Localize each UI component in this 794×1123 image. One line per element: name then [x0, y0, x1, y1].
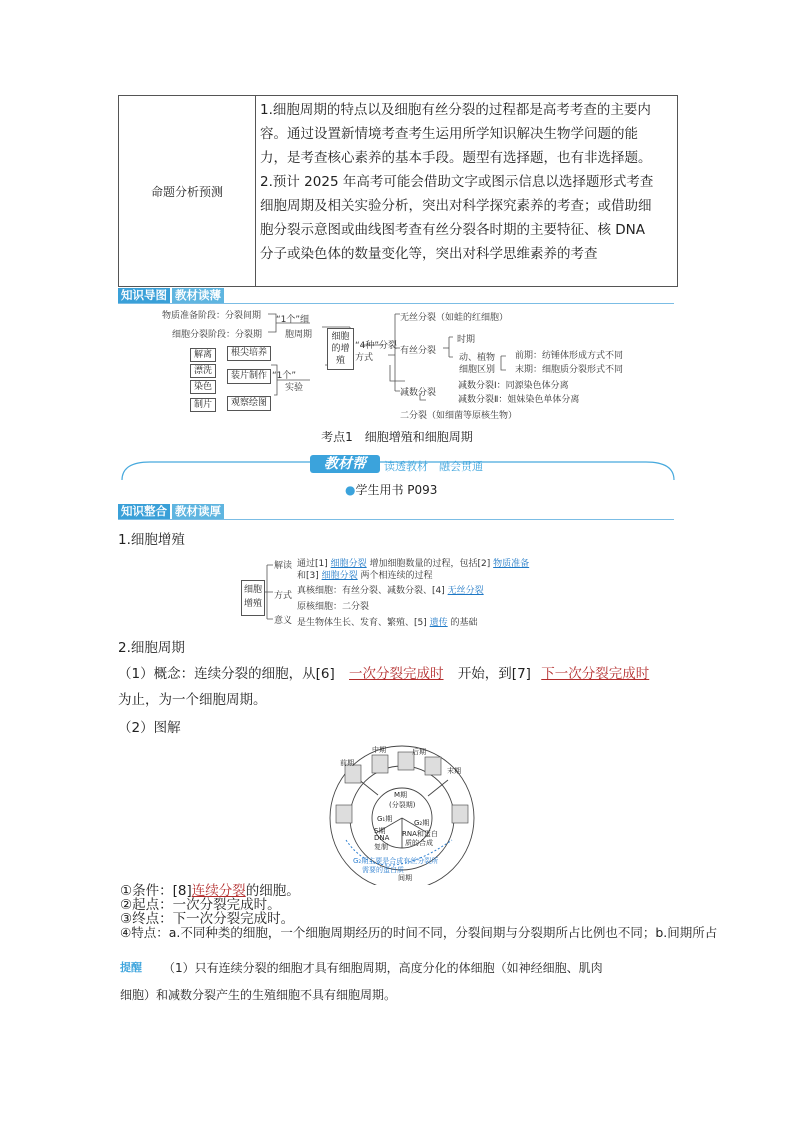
item-1 — [120, 884, 300, 898]
tag-main: 知识整合 — [118, 504, 170, 519]
tag-main: 知识导图 — [118, 288, 170, 303]
prolif-text: 通过[1] — [297, 559, 328, 569]
s-phase-2: DNA — [374, 834, 390, 842]
figure-title: （2）图解 — [118, 720, 181, 736]
table-line: 胞分裂示意图或曲线图考查有丝分裂各时期的主要特征、核 DNA — [260, 222, 646, 238]
ref-text: 学生用书 P093 — [355, 483, 438, 497]
map-right-2c: 细胞区别 — [459, 365, 496, 375]
map-one-cycle-2: 胞周期 — [285, 330, 313, 340]
prolif-text: 是生物体生长、发育、繁殖、[5] — [297, 618, 427, 628]
tag-sub: 教材读厚 — [172, 504, 224, 519]
section-tag-map — [118, 288, 224, 303]
map-right-3: 减数分裂 — [400, 388, 437, 398]
map-right-1: 无丝分裂（如蛙的红细胞） — [400, 313, 509, 323]
prolif-line-4: 原核细胞：二分裂 — [297, 602, 370, 612]
s-phase-3: 复制 — [374, 843, 388, 851]
item-text: 的细胞。 — [245, 883, 300, 899]
tip-line-1: （1）只有连续分裂的细胞才具有细胞周期，高度分化的体细胞（如神经细胞、肌肉 — [163, 961, 603, 975]
tag-sub: 教材读薄 — [172, 288, 224, 303]
answer-8: 连续分裂 — [191, 883, 246, 899]
tip-label: 提醒 — [120, 961, 142, 974]
section-tag-integration — [118, 504, 224, 519]
m-phase: M期 — [394, 791, 408, 799]
m-phase-2: (分裂期) — [389, 801, 416, 809]
prolif-line-5 — [297, 615, 478, 628]
analysis-table — [118, 95, 678, 287]
map-one-exp-2: 实验 — [285, 383, 304, 393]
page-ref — [345, 481, 437, 498]
prolif-text: 和[3] — [297, 571, 319, 581]
tag-underline — [118, 303, 674, 304]
phase-2: 中期 — [372, 746, 386, 754]
map-center: 细胞的增殖 — [327, 328, 354, 370]
prolif-text: 两个相连续的过程 — [360, 571, 433, 581]
prolif-key-1: 解读 — [274, 561, 293, 571]
map-right-2b: 动、植物 — [459, 353, 496, 363]
map-stage-2: 细胞分裂阶段：分裂期 — [172, 330, 263, 340]
g2-note-2: 需要的蛋白质 — [362, 866, 404, 874]
map-right-4: 二分裂（如细菌等原核生物） — [400, 411, 518, 421]
map-step-4: 制片 — [190, 398, 216, 412]
concept-text: （1）概念：连续分裂的细胞，从[6] — [118, 666, 335, 682]
map-right-3b: 减数分裂Ⅱ：姐妹染色单体分离 — [458, 395, 580, 405]
item-4: ④特点：a.不同种类的细胞，一个细胞周期经历的时间不同，分裂间期与分裂期所占比例也不同；b.间期所占 — [120, 926, 718, 940]
prolif-text: 真核细胞：有丝分裂、减数分裂、[4] — [297, 586, 445, 596]
answer-5: 遗传 — [429, 618, 448, 628]
prolif-text: 的基础 — [450, 618, 478, 628]
answer-7: 下一次分裂完成时 — [541, 666, 650, 682]
map-right-2: 有丝分裂 — [400, 346, 437, 356]
map-one-exp: “1个” — [272, 371, 297, 381]
table-line: 分子或染色体的数量变化等，突出对科学思维素养的考查 — [260, 246, 598, 262]
table-line: 2.预计 2025 年高考可能会借助文字或图示信息以选择题形式考查 — [260, 174, 654, 190]
phase-1: 前期 — [340, 759, 354, 767]
map-right-2a: 时期 — [457, 335, 476, 345]
map-right-2e: 末期：细胞质分裂形式不同 — [515, 365, 624, 375]
answer-4: 无丝分裂 — [447, 586, 484, 596]
prolif-text: 增加细胞数量的过程，包括[2] — [369, 559, 491, 569]
ref-dot-icon: ● — [345, 483, 356, 497]
item-2: ②起点：一次分裂完成时。 — [120, 897, 281, 913]
concept-line — [118, 662, 655, 682]
map-four: “4种”分裂方式 — [355, 341, 398, 363]
prolif-line-2 — [297, 568, 433, 581]
g2-note: G₂期主要是合成有丝分裂所 — [353, 857, 439, 865]
answer-3: 细胞分裂 — [321, 571, 358, 581]
topic-title: 考点1 细胞增殖和细胞周期 — [321, 430, 473, 444]
table-line: 力，是考查核心素养的基本手段。题型有选择题，也有非选择题。 — [260, 150, 652, 166]
map-step-3: 染色 — [190, 380, 216, 394]
banner-main: 教材帮 — [324, 456, 366, 472]
g1-phase: G₁期 — [377, 815, 393, 823]
item-3: ③终点：下一次分裂完成时。 — [120, 911, 295, 927]
table-line: 细胞周期及相关实验分析，突出对科学探究素养的考查；或借助细 — [260, 198, 652, 214]
answer-6: 一次分裂完成时 — [349, 666, 444, 682]
prolif-line-3 — [297, 583, 484, 596]
map-box-2: 装片制作 — [227, 369, 271, 384]
map-stage-1: 物质准备阶段：分裂间期 — [162, 311, 262, 321]
tip-line-2: 细胞）和减数分裂产生的生殖细胞不具有细胞周期。 — [120, 988, 397, 1002]
item-text: ①条件：[8] — [120, 883, 192, 899]
phase-4: 末期 — [447, 767, 461, 775]
map-step-2: 漂洗 — [190, 364, 216, 378]
map-step-1: 解离 — [190, 348, 216, 362]
g2-phase-3: 质的合成 — [405, 839, 433, 847]
answer-2: 物质准备 — [493, 559, 530, 569]
g2-phase-2: RNA和蛋白 — [402, 830, 438, 838]
banner-sub: 读透教材 融会贯通 — [384, 460, 483, 473]
tag-underline — [118, 519, 674, 520]
map-box-1: 根尖培养 — [227, 346, 271, 361]
table-line: 1.细胞周期的特点以及细胞有丝分裂的过程都是高考考查的主要内 — [260, 102, 651, 118]
table-content — [260, 98, 672, 266]
answer-1: 细胞分裂 — [330, 559, 367, 569]
map-one-cycle: “1个”细 — [276, 315, 310, 325]
prolif-root: 细胞增殖 — [241, 580, 265, 616]
map-right-3a: 减数分裂Ⅰ：同源染色体分离 — [458, 381, 569, 391]
map-box-3: 观察绘图 — [227, 396, 271, 411]
prolif-key-2: 方式 — [274, 591, 293, 601]
table-line: 容。通过设置新情境考查考生运用所学知识解决生物学问题的能 — [260, 126, 638, 142]
heading-1: 1.细胞增殖 — [118, 532, 185, 548]
concept-line-2: 为止，为一个细胞周期。 — [118, 692, 267, 708]
concept-text: 开始，到[7] — [457, 666, 531, 682]
s-phase: S期 — [374, 827, 386, 835]
interphase: 间期 — [398, 874, 412, 882]
map-right-2d: 前期：纺锤体形成方式不同 — [515, 351, 624, 361]
g2-phase: G₂期 — [414, 819, 430, 827]
prolif-key-3: 意义 — [274, 616, 293, 626]
phase-3: 后期 — [412, 748, 426, 756]
heading-2: 2.细胞周期 — [118, 640, 185, 656]
table-label: 命题分析预测 — [119, 96, 256, 286]
